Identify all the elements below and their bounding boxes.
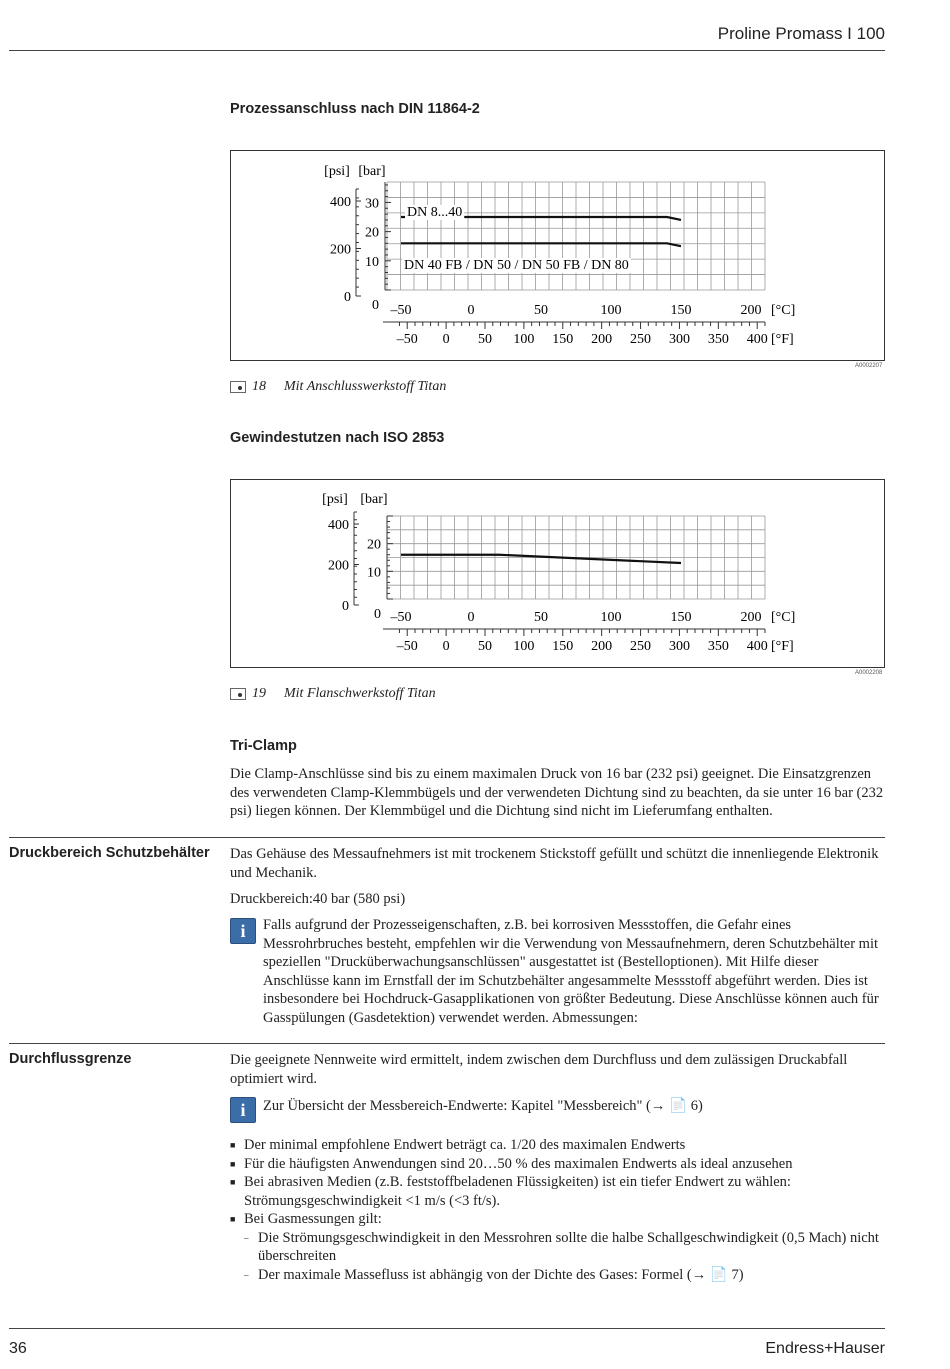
psi-tick-label: 400 <box>330 195 351 210</box>
durchfluss-text: Die geeignete Nennweite wird ermittelt, indem zwischen dem Durchfluss und dem zulässigen Druckabfall optimiert wird. <box>230 1052 848 1087</box>
fahrenheit-tick-label: 50 <box>478 332 492 347</box>
caption-text: Mit Anschlusswerkstoff Titan <box>284 379 447 394</box>
fahrenheit-tick-label: 100 <box>513 332 535 347</box>
fahrenheit-tick-label: 400 <box>746 639 768 654</box>
section-title-din: Prozessanschluss nach DIN 11864-2 <box>230 101 480 117</box>
y-unit-psi: [psi] <box>324 164 350 179</box>
pressure-temperature-chart-1 <box>231 151 884 360</box>
fahrenheit-tick-label: 200 <box>591 332 613 347</box>
figure-icon <box>230 381 246 393</box>
footer-rule <box>9 1328 885 1329</box>
info-icon: i <box>230 1097 256 1123</box>
celsius-tick-label: 150 <box>670 610 692 625</box>
fahrenheit-tick-label: –50 <box>396 639 418 654</box>
section-rule <box>9 837 885 838</box>
celsius-tick-label: 50 <box>534 610 548 625</box>
fahrenheit-tick-label: 250 <box>630 639 652 654</box>
fahrenheit-tick-label: 150 <box>552 639 574 654</box>
fahrenheit-tick-label: 0 <box>442 332 450 347</box>
bar-tick-label: 20 <box>367 537 381 553</box>
celsius-tick-label: –50 <box>390 303 412 318</box>
celsius-unit: [°C] <box>771 610 796 625</box>
fahrenheit-tick-label: 250 <box>630 332 652 347</box>
list-item: ■ Für die häufigsten Anwendungen sind 20…50 % des maximalen Endwerts als ideal anzusehen <box>230 1155 886 1174</box>
figure-id: A0002207 <box>855 363 883 369</box>
figure-id: A0002208 <box>855 670 883 676</box>
fahrenheit-tick-label: –50 <box>396 332 418 347</box>
psi-tick-label: 0 <box>344 290 351 305</box>
fahrenheit-tick-label: 100 <box>513 639 535 654</box>
series-line <box>401 555 681 563</box>
triclamp-text: Die Clamp-Anschlüsse sind bis zu einem maximalen Druck von 16 bar (232 psi) geeignet. Die Einsatzgrenzen des verwendeten Clamp-Klemmbügels und der verwendeten Dichtung sind zu beachten, da sie unter 16 bar (232 psi) liegen können. Der Klemmbügel und die Dichtung sind nicht im Lieferumfang enthalten. <box>230 766 884 819</box>
series-line <box>401 243 681 246</box>
celsius-tick-label: 200 <box>740 303 762 318</box>
psi-tick-label: 0 <box>342 599 349 614</box>
y-unit-bar: [bar] <box>360 492 388 507</box>
section-title-triclamp: Tri-Clamp <box>230 738 297 754</box>
sub-list-item: – Die Strömungsgeschwindigkeit in den Messrohren sollte die halbe Schallgeschwindigkeit (0,5 Mach) nicht überschreiten <box>244 1229 886 1266</box>
celsius-tick-label: 200 <box>740 610 762 625</box>
durchfluss-info: Zur Übersicht der Messbereich-Endwerte: Kapitel "Messbereich" (→ 📄 6) <box>263 1098 703 1114</box>
fahrenheit-tick-label: 300 <box>668 639 690 654</box>
celsius-tick-label: 0 <box>467 303 475 318</box>
label-durchflussgrenze: Durchflussgrenze <box>9 1051 132 1067</box>
caption-text: Mit Flanschwerkstoff Titan <box>284 686 436 701</box>
celsius-unit: [°C] <box>771 303 796 318</box>
figure-icon <box>230 688 246 700</box>
caption-number: 19 <box>252 686 266 701</box>
bar-tick-label: 0 <box>372 298 379 313</box>
celsius-tick-label: 0 <box>467 610 475 625</box>
figure-caption-19 <box>230 686 436 702</box>
series-label: DN 40 FB / DN 50 / DN 50 FB / DN 80 <box>404 258 629 273</box>
psi-tick-label: 200 <box>328 558 349 574</box>
label-druckbereich: Druckbereich Schutzbehälter <box>9 845 210 861</box>
list-item: ■ Bei abrasiven Medien (z.B. feststoffbeladenen Flüssigkeiten) ist ein tiefer Endwert zu wählen: Strömungsgeschwindigkeit <1 m/s (<3 ft/s). <box>230 1173 886 1210</box>
fahrenheit-tick-label: 200 <box>591 639 613 654</box>
druckbereich-range: Druckbereich:40 bar (580 psi) <box>230 891 406 907</box>
bar-tick-label: 0 <box>374 607 381 622</box>
fahrenheit-tick-label: 150 <box>552 332 574 347</box>
druckbereich-text: Das Gehäuse des Messaufnehmers ist mit trockenem Stickstoff gefüllt und schützt die innenliegende Elektronik und Mechanik. <box>230 846 879 881</box>
celsius-tick-label: –50 <box>390 610 412 625</box>
chart-frame-2 <box>230 479 885 668</box>
footer-brand: Endress+Hauser <box>765 1340 885 1357</box>
figure-caption-18 <box>230 379 446 395</box>
y-unit-bar: [bar] <box>358 164 386 179</box>
bar-tick-label: 10 <box>367 565 381 581</box>
list-item <box>230 1210 886 1284</box>
psi-tick-label: 200 <box>330 242 351 258</box>
celsius-tick-label: 150 <box>670 303 692 318</box>
page-number: 36 <box>9 1340 27 1357</box>
fahrenheit-unit: [°F] <box>771 639 794 654</box>
sub-list-item: – Der maximale Massefluss ist abhängig von der Dichte des Gases: Formel (→ 📄 7) <box>244 1266 886 1285</box>
psi-tick-label: 400 <box>328 518 349 533</box>
bar-tick-label: 20 <box>365 225 379 241</box>
celsius-tick-label: 100 <box>600 610 622 625</box>
header-rule <box>9 50 885 51</box>
fahrenheit-tick-label: 350 <box>707 332 729 347</box>
fahrenheit-tick-label: 300 <box>668 332 690 347</box>
chart-frame-1 <box>230 150 885 361</box>
series-label: DN 8...40 <box>407 205 463 220</box>
bar-tick-label: 30 <box>365 196 379 212</box>
fahrenheit-tick-label: 0 <box>442 639 450 654</box>
celsius-tick-label: 100 <box>600 303 622 318</box>
bar-tick-label: 10 <box>365 254 379 270</box>
fahrenheit-tick-label: 50 <box>478 639 492 654</box>
info-icon: i <box>230 918 256 944</box>
y-unit-psi: [psi] <box>322 492 348 507</box>
druckbereich-info: Falls aufgrund der Prozesseigenschaften, z.B. bei korrosiven Messstoffen, die Gefahr eines Messrohrbruches besteht, empfehlen wir die Verwendung von Messaufnehmern, deren Schutzbehälter mit speziellen "Drucküberwachungsanschlüssen" ausgestattet ist (Bestelloptionen). Mit Hilfe dieser Anschlüsse kann im Ernstfall der im Schutzbehälter angesammelte Messstoff abgeführt werden. Dies ist insbesondere bei Hochdruck-Gasapplikationen von größter Bedeutung. Diese Anschlüsse können auch für Gasspülungen (Gasdetektion) verwendet werden. Abmessungen: <box>263 917 879 1026</box>
fahrenheit-unit: [°F] <box>771 332 794 347</box>
fahrenheit-tick-label: 350 <box>707 639 729 654</box>
pressure-temperature-chart-2 <box>231 480 884 667</box>
section-title-iso: Gewindestutzen nach ISO 2853 <box>230 430 445 446</box>
celsius-tick-label: 50 <box>534 303 548 318</box>
section-rule <box>9 1043 885 1044</box>
list-item-text: Bei Gasmessungen gilt: <box>244 1211 382 1227</box>
document-header-title: Proline Promass I 100 <box>717 24 885 43</box>
fahrenheit-tick-label: 400 <box>746 332 768 347</box>
list-item: ■ Der minimal empfohlene Endwert beträgt ca. 1/20 des maximalen Endwerts <box>230 1136 886 1155</box>
caption-number: 18 <box>252 379 266 394</box>
durchfluss-bullets <box>230 1136 886 1284</box>
